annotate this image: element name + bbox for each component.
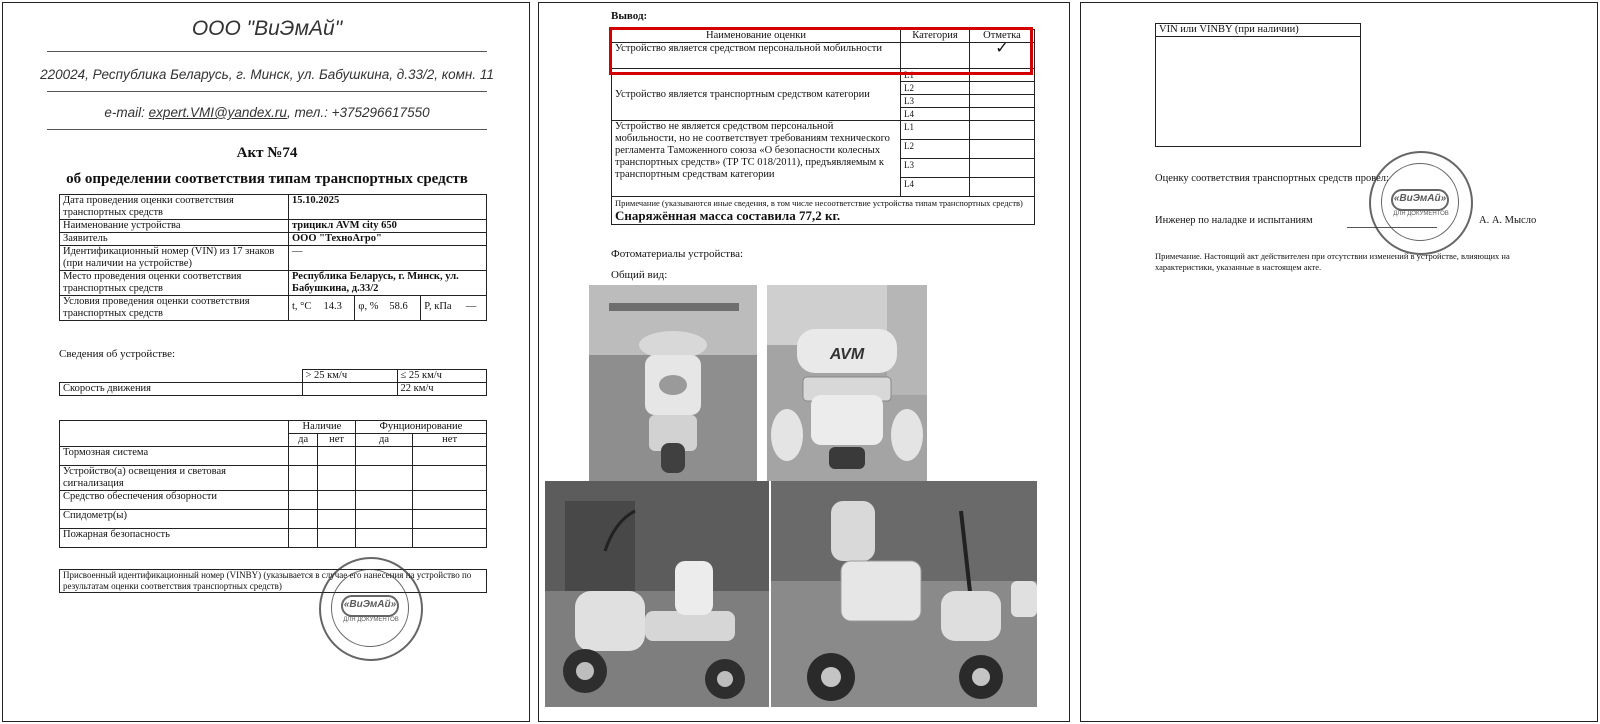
table-row [1156,24,1361,37]
table-row [60,246,487,271]
no-header: нет [318,434,356,447]
stamp-name: «ВиЭмАй» [1391,189,1449,211]
general-view-heading: Общий вид: [611,269,668,281]
act-title: Акт №74 [236,145,298,161]
company-name: ООО "ВиЭмАй" [191,17,343,40]
col-category-header: Категория [901,30,970,43]
page-3 [1080,2,1598,722]
info-label: Заявитель [60,233,289,246]
speed-col-under: ≤ 25 км/ч [397,370,487,383]
tricycle-side-left-image [545,481,769,707]
function-header: Фунционирование [355,421,486,434]
act-subtitle: об определении соответствия типам транспортных средств [66,171,468,187]
category-cell: L4 [901,108,970,121]
tricycle-side-right-image [771,481,1037,707]
highlight-box [609,27,1033,75]
category-cell: L3 [901,159,970,178]
info-value: — [289,246,487,271]
vin-table [1155,23,1361,147]
note-cell [612,197,1035,225]
table-row [60,570,487,593]
category-cell: L1 [901,121,970,140]
table-row [60,195,487,220]
engineer-title: Инженер по наладке и испытаниям [1155,215,1313,226]
divider [47,91,487,92]
page-1 [2,2,530,722]
stamp-sub: ДЛЯ ДОКУМЕНТОВ [1393,211,1449,217]
photo-side-right [771,481,1037,707]
stamp-name: «ВиЭмАй» [341,595,399,617]
info-label: Наименование устройства [60,220,289,233]
table-row [60,220,487,233]
vehicle-category-label: Устройство является транспортным средством категории [612,69,901,121]
temp-label: t, °C [289,296,321,321]
page-2 [538,2,1070,722]
presence-header: Наличие [289,421,356,434]
divider [47,129,487,130]
table-row [612,121,1035,140]
table-row [60,466,487,491]
table-row [612,197,1035,225]
speed-col-over: > 25 км/ч [302,370,397,383]
no-header: нет [413,434,487,447]
vin-value [1156,37,1361,147]
category-cell: L1 [901,69,970,82]
email-label: e-mail: [104,105,149,120]
vin-label: VIN или VINBY (при наличии) [1156,24,1361,37]
category-cell: L2 [901,140,970,159]
info-label: Место проведения оценки соответствия транспортных средств [60,271,289,296]
info-value: ООО "ТехноАгро" [289,233,487,246]
email-link[interactable]: expert.VMI@yandex.ru [148,105,287,120]
equipment-label: Средство обеспечения обзорности [60,491,289,510]
yes-header: да [289,434,318,447]
photo-side-left [545,481,769,707]
conclusion-heading: Вывод: [611,10,648,22]
device-info-heading: Сведения об устройстве: [59,348,176,360]
humidity-label: φ, % [355,296,386,321]
table-row [1156,37,1361,147]
tricycle-rear-image [767,285,927,481]
humidity-value: 58.6 [386,296,420,321]
table-row [60,447,487,466]
table-row [60,510,487,529]
category-cell: L3 [901,95,970,108]
info-label: Условия проведения оценки соответствия транспортных средств [60,296,289,321]
photos-heading: Фотоматериалы устройства: [611,248,744,260]
company-address: 220024, Республика Беларусь, г. Минск, ул. Бабушкина, д.33/2, комн. 11 [40,67,494,82]
speed-label: Скорость движения [60,383,303,396]
contact-line [3,105,530,120]
col-mark-header: Отметка [970,30,1035,43]
equipment-label: Устройство(а) освещения и световая сигнализация [60,466,289,491]
note-weight: Снаряжённая масса составила 77,2 кг. [615,208,841,223]
category-cell: L4 [901,178,970,197]
table-row [60,529,487,548]
pm-device-label: Устройство является средством персональной мобильности [612,43,901,69]
table-row [60,421,487,434]
round-stamp [1369,151,1473,255]
table-row [60,370,487,383]
temp-value: 14.3 [321,296,355,321]
note-small: Примечание (указываются иные сведения, в том числе несоответствие устройства типам транспортных средств) [615,198,1023,208]
photo-rear [767,285,927,481]
info-value: 15.10.2025 [289,195,487,220]
category-cell: L2 [901,82,970,95]
table-row [60,296,487,321]
equipment-table [59,420,487,548]
yes-header: да [355,434,412,447]
info-label: Идентификационный номер (VIN) из 17 знаков (при наличии на устройстве) [60,246,289,271]
info-label: Дата проведения оценки соответствия транспортных средств [60,195,289,220]
table-row [60,491,487,510]
pressure-label: P, кПа [421,296,463,321]
vinby-table [59,569,487,593]
engineer-name: А. А. Мысло [1479,215,1537,226]
tricycle-front-image [589,285,757,481]
col-name-header: Наименование оценки [612,30,901,43]
table-row [60,383,487,396]
pressure-value: — [463,296,487,321]
info-table [59,194,487,321]
table-row [60,233,487,246]
stamp-sub: ДЛЯ ДОКУМЕНТОВ [343,617,399,623]
nonconformity-label: Устройство не является средством персональной мобильности, но не соответствует требованиям технического регламента Таможенного союза «О безопасности колесных транспортных средств» (ТР ТС 018/2011), предъявляемым к транспортным средствам категории [612,121,901,197]
info-value: трицикл AVM city 650 [289,220,487,233]
check-mark-icon: ✓ [970,43,1035,69]
speed-value: 22 км/ч [397,383,487,396]
equipment-label: Спидометр(ы) [60,510,289,529]
phone: , тел.: +375296617550 [286,105,430,120]
equipment-label: Тормозная система [60,447,289,466]
validity-note: Примечание. Настоящий акт действителен при отсутствии изменений в устройстве, влияющих на характеристики, указанные в настоящем акте. [1155,251,1510,272]
info-value: Республика Беларусь, г. Минск, ул. Бабушкина, д.33/2 [289,271,487,296]
table-row [60,271,487,296]
speed-table [59,369,487,396]
assessed-by: Оценку соответствия транспортных средств провел: [1155,173,1389,184]
photo-front [589,285,757,481]
equipment-label: Пожарная безопасность [60,529,289,548]
divider [47,51,487,52]
avm-logo: AVM [829,346,865,363]
round-stamp [319,557,423,661]
vinby-note: Присвоенный идентификационный номер (VINBY) (указывается в случае его нанесения на устройство по результатам оценки соответствия транспортных средств) [60,570,487,593]
